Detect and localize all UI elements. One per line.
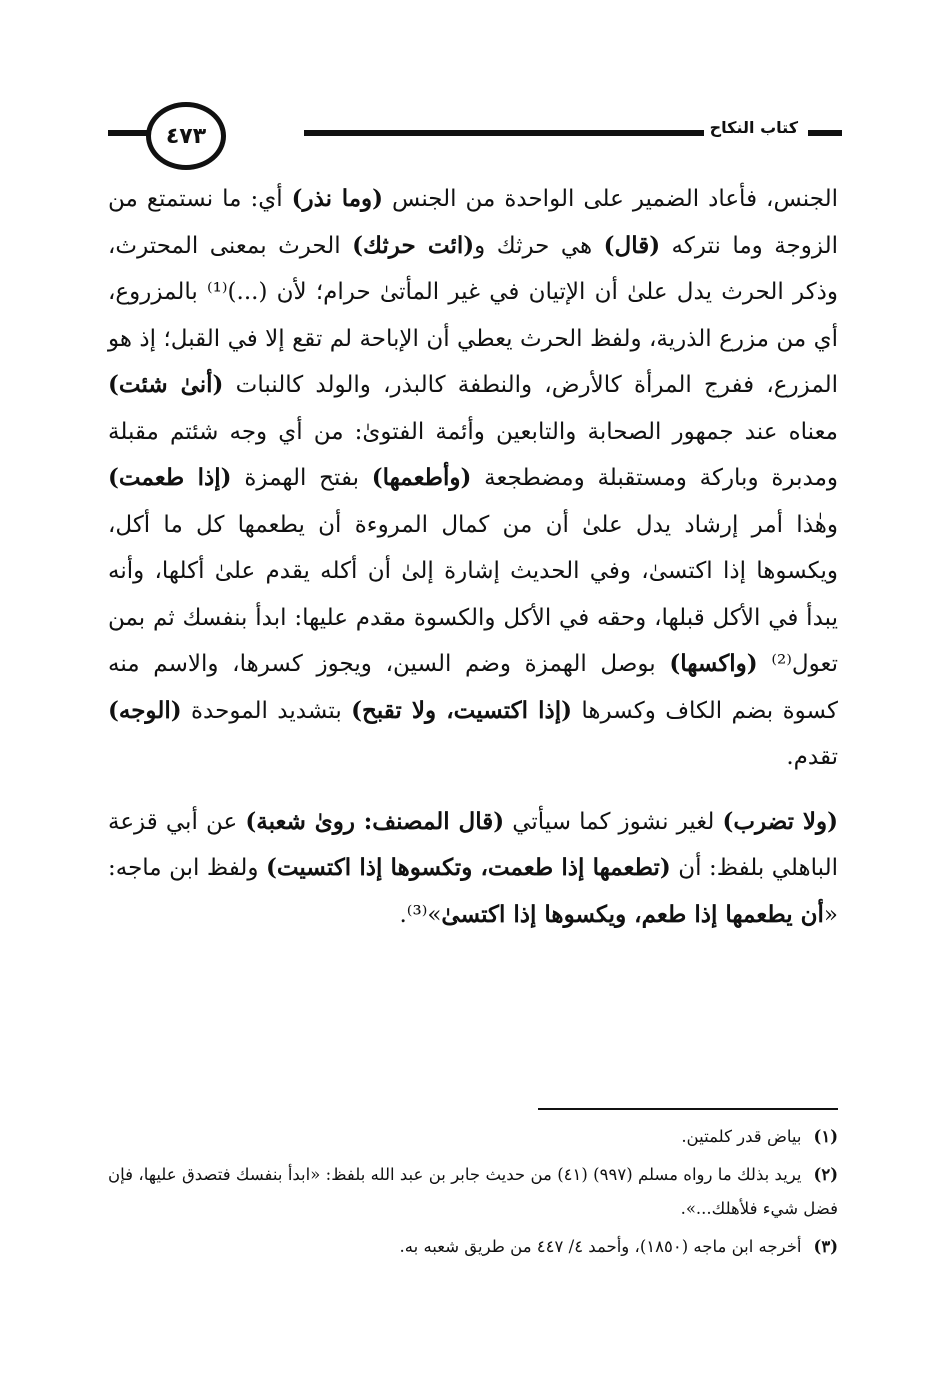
- footnote-ref: ⁽³⁾: [406, 901, 428, 928]
- quoted-matn: (إذا اكتسيت، ولا تقبح): [351, 696, 572, 724]
- text-run: بوصل الهمزة وضم السين، ويجوز كسرها، والاسم منه كسوة بضم الكاف وكسرها: [108, 651, 838, 724]
- quoted-matn: (وأطعمها): [371, 464, 472, 491]
- text-run: لغير نشوز كما سيأتي: [504, 808, 723, 835]
- quoted-matn: (الوجه): [108, 696, 182, 724]
- text-run: عن أبي قزعة الباهلي بلفظ: أن: [108, 808, 838, 881]
- footnote-item: [108, 1158, 838, 1226]
- quoted-matn: (قال المصنف: روىٰ شعبة): [245, 807, 505, 835]
- footnote-text: يريد بذلك ما رواه مسلم (٩٩٧) (٤١) من حديث جابر بن عبد الله بلفظ: «ابدأ بنفسك فتصدق عليها، فإن فضل شيء فلأهلك...».: [108, 1165, 838, 1218]
- quoted-matn: (إذا طعمت): [108, 464, 232, 491]
- text-run: هي حرثك و: [474, 232, 604, 259]
- text-run: الحرث بمعنى المحترث، وذكر الحرث يدل علىٰ أن الإتيان في غير المأتىٰ حرام؛ لأن (...): [108, 232, 838, 305]
- text-run: معناه عند جمهور الصحابة والتابعين وأئمة الفتوىٰ: من أي وجه شئتم مقبلة ومدبرة وباركة ومستقبلة ومضطجعة: [108, 418, 838, 491]
- footnote-text: أخرجه ابن ماجه (١٨٥٠)، وأحمد ٤/ ٤٤٧ من طريق شعبه به.: [399, 1237, 802, 1256]
- footnote-ref: ⁽²⁾: [771, 651, 792, 677]
- footnotes: [108, 1120, 838, 1268]
- quoted-matn: (ولا تضرب): [722, 807, 839, 835]
- quoted-matn: (أنىٰ شئت): [108, 371, 224, 398]
- text-run: .: [399, 901, 407, 928]
- footnote-text: بياض قدر كلمتين.: [681, 1127, 802, 1146]
- text-run: وهٰذا أمر إرشاد يدل علىٰ أن من كمال المروءة أن يطعمها كل ما أكل، ويكسوها إذا اكتسىٰ، وفي الحديث إشارة إلىٰ أن أكله يقدم علىٰ أكلها، وأنه يبدأ في الأكل قبلها، وحقه في الأكل والكسوة مقدم عليها: ابدأ بنفسك ثم بمن تعول: [108, 511, 838, 677]
- text-run: تقدم.: [786, 744, 838, 770]
- paragraph-1: [108, 176, 838, 781]
- running-title: كتاب النكاح: [704, 118, 804, 137]
- text-run: بالمزروع، أي من مزرع الذرية، ولفظ الحرث يعطي أن الإباحة لم تقع إلا في القبل؛ إذ هو المزرع، ففرج المرأة كالأرض، والنطفة كالبذر، والولد كالنبات: [108, 279, 839, 398]
- quoted-matn: (قال): [603, 231, 661, 259]
- text-run: ولفظ ابن ماجه: «: [108, 855, 838, 928]
- footnote-number: (٢): [813, 1165, 838, 1184]
- page-header: [108, 100, 842, 164]
- footnote-item: [108, 1230, 838, 1264]
- quoted-matn: (وما نذر): [291, 185, 384, 212]
- text-run: »: [427, 901, 442, 928]
- quoted-matn: (تطعمها إذا طعمت، وتكسوها إذا اكتسيت): [265, 854, 671, 881]
- text-run: الجنس، فأعاد الضمير على الواحدة من الجنس: [383, 186, 838, 212]
- paragraph-2: [108, 799, 838, 939]
- quoted-matn: أن يطعمها إذا طعم، ويكسوها إذا اكتسىٰ: [441, 900, 824, 928]
- header-rule-middle: [304, 130, 728, 136]
- header-rule-right: [808, 130, 842, 136]
- quoted-matn: (واكسها): [669, 650, 758, 677]
- footnote-number: (٣): [813, 1237, 838, 1256]
- footnote-item: [108, 1120, 838, 1154]
- text-run: [758, 651, 772, 677]
- footnote-ref: ⁽¹⁾: [206, 279, 228, 305]
- text-run: أي: ما نستمتع من الزوجة وما نتركه: [108, 186, 838, 259]
- body-text: [108, 176, 838, 938]
- text-run: بتشديد الموحدة: [181, 697, 352, 724]
- text-run: بفتح الهمزة: [231, 465, 372, 491]
- page-number: ٤٧٣: [146, 102, 226, 170]
- footnote-separator: [538, 1108, 838, 1110]
- quoted-matn: (ائت حرثك): [352, 231, 475, 259]
- footnote-number: (١): [813, 1127, 838, 1146]
